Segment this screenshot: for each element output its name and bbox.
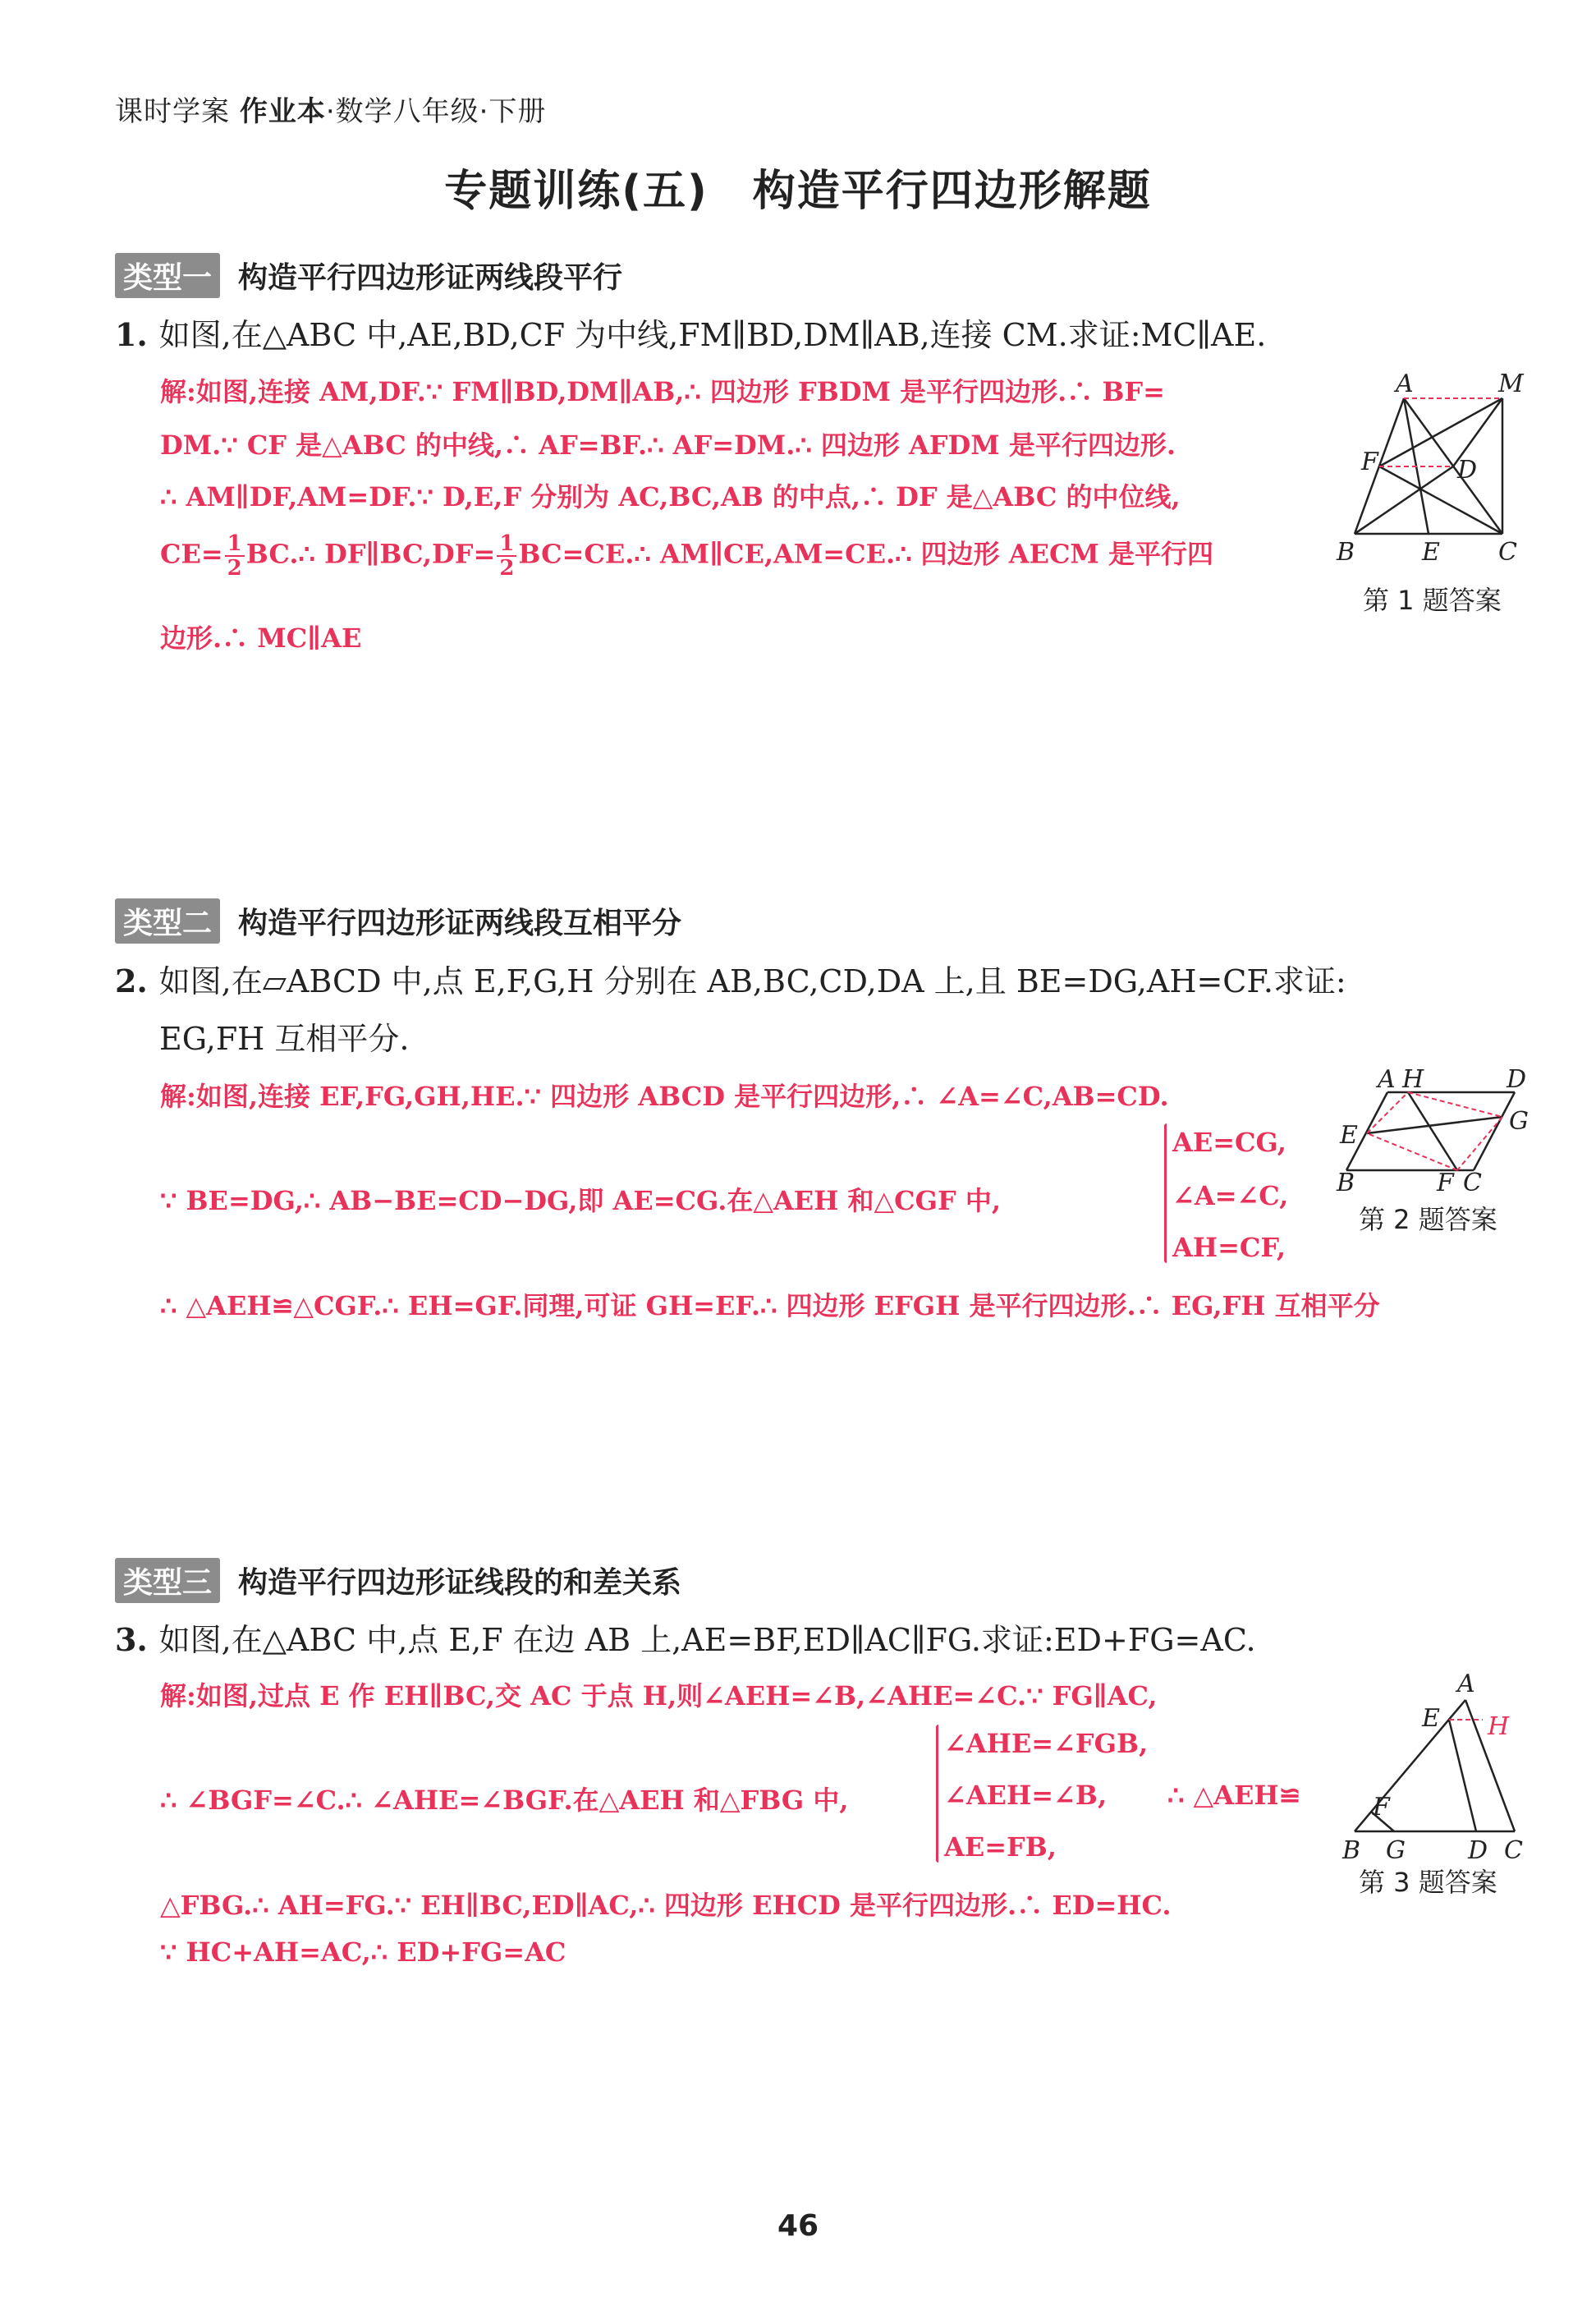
header-bold: 作业本 [239,95,326,128]
book-header [115,89,546,129]
figure-1 [1330,370,1527,575]
fig3-label-C: C [1504,1836,1523,1864]
fig1-label-C: C [1498,538,1517,567]
fig3-label-H: H [1488,1712,1510,1741]
q1-answer-line-3: ∴ AM∥DF,AM=DF.∵ D,E,F 分别为 AC,BC,AB 的中点,∴ DF 是△ABC 的中位线, [160,481,1181,512]
figure-2 [1330,1068,1535,1191]
page-title: 专题训练(五) 构造平行四边形解题 [444,167,1152,216]
fig2-label-F: F [1437,1169,1454,1191]
q1-text: 如图,在△ABC 中,AE,BD,CF 为中线,FM∥BD,DM∥AB,连接 CM.求证:MC∥AE. [158,317,1267,353]
header-suffix: ·数学八年级·下册 [325,95,547,128]
q1-number: 1. [115,316,148,353]
fig1-label-A: A [1396,370,1414,398]
q2-text-1: 如图,在▱ABCD 中,点 E,F,G,H 分别在 AB,BC,CD,DA 上,且 BE=DG,AH=CF.求证: [158,963,1346,999]
q1-a4b: BC.∴ DF∥BC,DF= [245,538,496,570]
section-1-name: 构造平行四边形证两线段平行 [238,261,623,295]
fig3-label-A: A [1457,1670,1475,1698]
section-2-tag: 类型二 [115,898,220,944]
fig3-label-F: F [1373,1793,1390,1822]
q3-answer-line-2b: ∴ △AEH≌ [1167,1780,1301,1811]
q2-answer-line-3: ∴ △AEH≌△CGF.∴ EH=GF.同理,可证 GH=EF.∴ 四边形 EFGH 是平行四边形.∴ EG,FH 互相平分 [160,1290,1380,1321]
q3-condition-brace [936,1725,938,1863]
frac-den-2: 2 [499,556,515,581]
q3-condition-3: AE=FB, [944,1831,1057,1863]
page-number: 46 [777,2209,819,2243]
fig2-label-G: G [1509,1107,1529,1136]
q2-condition-3: AH=CF, [1172,1232,1286,1263]
q1-a4a: CE= [160,538,223,570]
fig3-label-G: G [1386,1836,1406,1864]
figure-3-caption: 第 3 题答案 [1359,1867,1497,1898]
fig3-label-B: B [1342,1836,1361,1864]
q1-answer-line-4 [160,532,1213,580]
q2-condition-2: ∠A=∠C, [1172,1180,1289,1211]
section-1-heading [115,253,622,298]
q1-answer-line-1: 解:如图,连接 AM,DF.∵ FM∥BD,DM∥AB,∴ 四边形 FBDM 是平行四边形.∴ BF= [160,376,1165,407]
q2-answer-line-2: ∵ BE=DG,∴ AB−BE=CD−DG,即 AE=CG.在△AEH 和△CGF 中, [160,1185,1001,1216]
fraction-half-2 [497,532,516,580]
fig3-label-E: E [1422,1704,1440,1733]
fig2-label-B: B [1337,1169,1355,1191]
section-2-name: 构造平行四边形证两线段互相平分 [238,907,682,940]
q1-answer-line-2: DM.∵ CF 是△ABC 的中线,∴ AF=BF.∴ AF=DM.∴ 四边形 AFDM 是平行四边形. [160,430,1176,461]
figure-2-caption: 第 2 题答案 [1359,1204,1497,1235]
fig2-label-H: H [1402,1068,1424,1094]
header-prefix: 课时学案 [115,95,230,128]
frac-num-2: 1 [497,532,516,557]
fraction-half-1 [225,532,245,580]
q3-answer-line-4: ∵ HC+AH=AC,∴ ED+FG=AC [160,1936,566,1968]
question-2 [115,953,1346,1068]
fig2-label-C: C [1463,1169,1482,1191]
q3-condition-2: ∠AEH=∠B, [944,1780,1108,1811]
q3-text: 如图,在△ABC 中,点 E,F 在边 AB 上,AE=BF,ED∥AC∥FG.求证:ED+FG=AC. [158,1622,1256,1658]
q3-answer-line-1: 解:如图,过点 E 作 EH∥BC,交 AC 于点 H,则∠AEH=∠B,∠AHE=∠C.∵ FG∥AC, [160,1680,1158,1711]
section-2-heading [115,898,681,944]
section-3-name: 构造平行四边形证线段的和差关系 [238,1566,682,1600]
fig1-label-B: B [1337,538,1355,567]
question-1 [115,306,1266,364]
fig2-label-E: E [1340,1121,1358,1150]
question-3 [115,1611,1256,1669]
fig2-label-A: A [1378,1068,1396,1094]
fig1-label-M: M [1498,370,1524,398]
figure-3 [1330,1667,1535,1864]
fig1-label-D: D [1457,456,1478,485]
q3-number: 3. [115,1621,148,1658]
fig3-label-D: D [1468,1836,1488,1864]
q2-condition-1: AE=CG, [1172,1127,1286,1158]
section-3-tag: 类型三 [115,1558,220,1603]
q2-condition-brace [1164,1123,1167,1263]
q3-answer-line-3: △FBG.∴ AH=FG.∵ EH∥BC,ED∥AC,∴ 四边形 EHCD 是平行四边形.∴ ED=HC. [160,1890,1172,1921]
q2-text-2: EG,FH 互相平分. [159,1021,410,1057]
q1-a4c: BC=CE.∴ AM∥CE,AM=CE.∴ 四边形 AECM 是平行四 [518,538,1213,570]
q1-answer-line-5: 边形.∴ MC∥AE [160,622,362,654]
q2-answer-line-1: 解:如图,连接 EF,FG,GH,HE.∵ 四边形 ABCD 是平行四边形,∴ ∠A=∠C,AB=CD. [160,1081,1169,1112]
figure-1-caption: 第 1 题答案 [1363,585,1502,616]
q3-condition-1: ∠AHE=∠FGB, [944,1728,1149,1759]
frac-num-1: 1 [225,532,245,557]
fig1-label-F: F [1361,448,1378,476]
fig1-label-E: E [1422,538,1440,567]
section-3-heading [115,1558,681,1603]
section-1-tag: 类型一 [115,253,220,298]
frac-den-1: 2 [227,556,242,581]
q3-answer-line-2: ∴ ∠BGF=∠C.∴ ∠AHE=∠BGF.在△AEH 和△FBG 中, [160,1785,849,1816]
q2-number: 2. [115,962,148,999]
fig2-label-D: D [1507,1068,1527,1094]
